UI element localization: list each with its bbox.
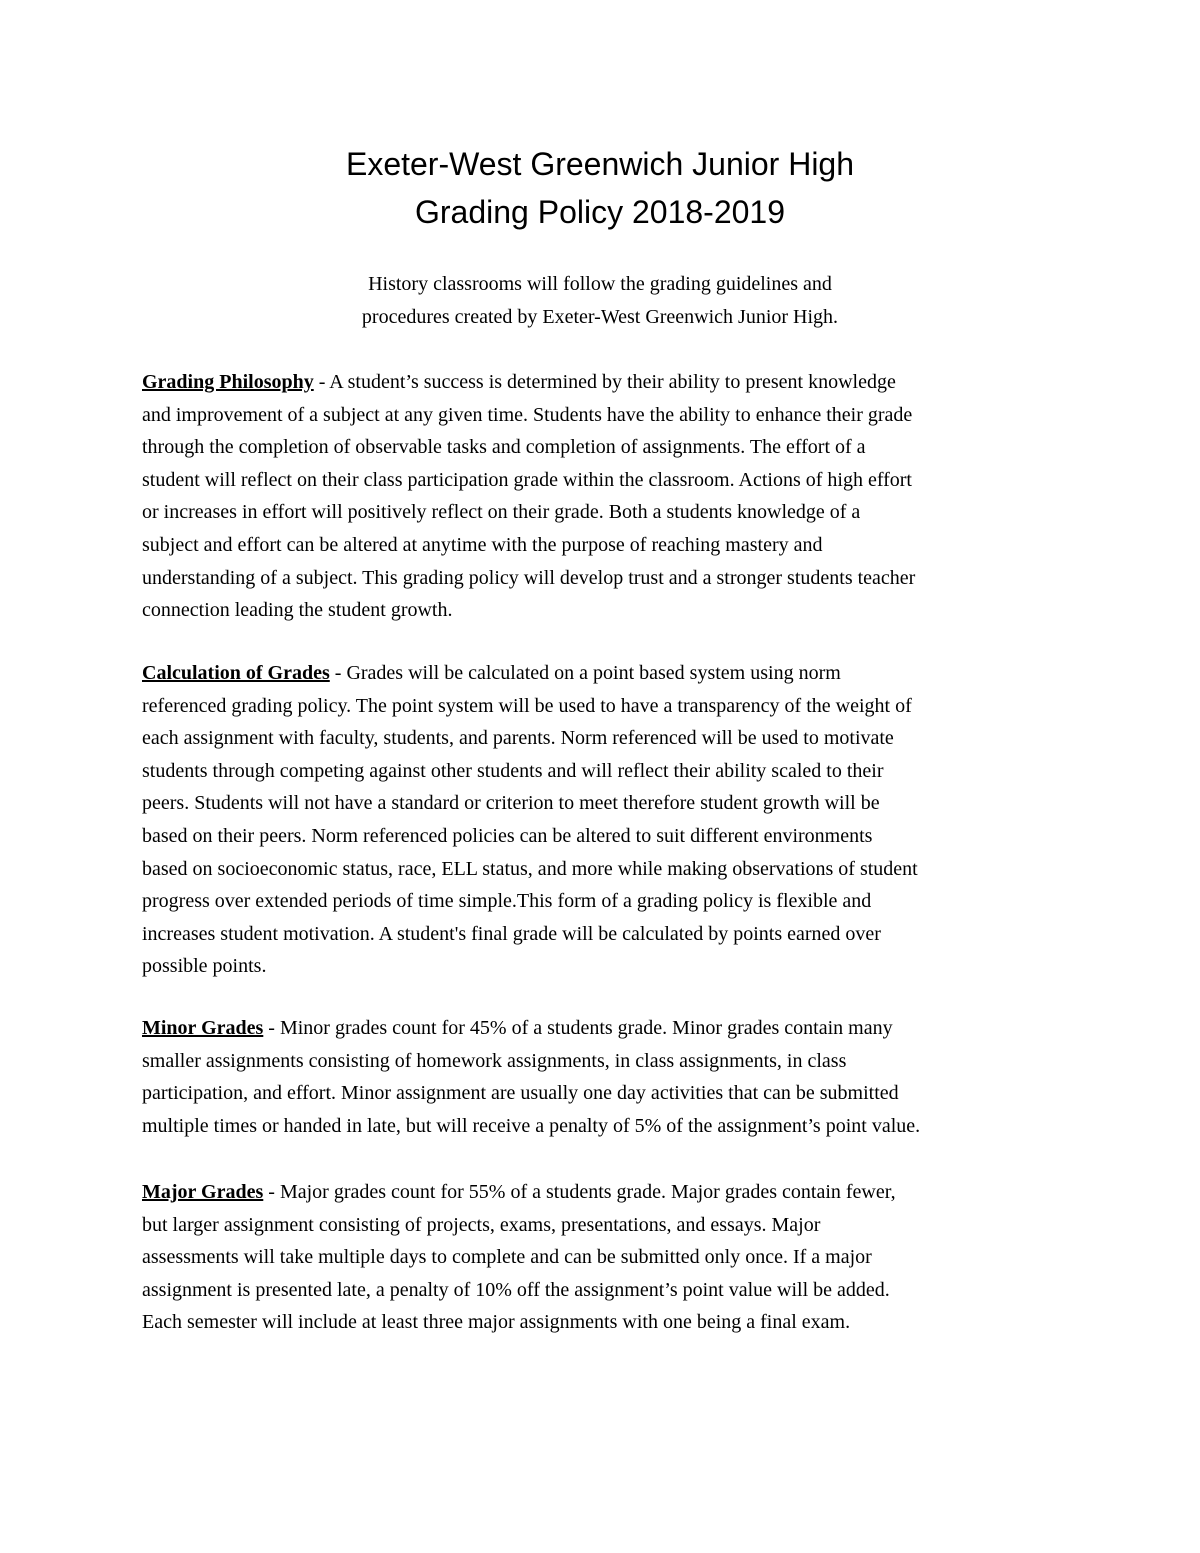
paragraph-line: subject and effort can be altered at anytime with the purpose of reaching mastery and [142, 533, 823, 556]
paragraph-line: Grades will be calculated on a point based system using norm [346, 662, 841, 684]
heading-separator: - [263, 1181, 280, 1203]
intro-paragraph [0, 268, 1200, 334]
paragraph-line: assessments will take multiple days to complete and can be submitted only once. If a major [142, 1246, 872, 1269]
paragraph-line: student will reflect on their class participation grade within the classroom. Actions of high effort [142, 468, 912, 491]
document-title [0, 140, 1200, 236]
paragraph-line: Minor grades count for 45% of a students grade. Minor grades contain many [279, 1017, 893, 1039]
heading-separator: - [263, 1017, 280, 1039]
paragraph-line: increases student motivation. A student's final grade will be calculated by points earned over [142, 922, 881, 945]
paragraph-line: progress over extended periods of time simple.This form of a grading policy is flexible and [142, 890, 872, 913]
policy-year-title: Grading Policy 2018-2019 [414, 194, 785, 230]
paragraph-line: referenced grading policy. The point system will be used to have a transparency of the weight of [142, 694, 912, 717]
paragraph-line: multiple times or handed in late, but will receive a penalty of 5% of the assignment’s point value. [142, 1114, 921, 1137]
paragraph-line: Major grades count for 55% of a students grade. Major grades contain fewer, [279, 1181, 896, 1203]
section-calculation-of-grades [142, 657, 1072, 983]
heading-separator: - [313, 371, 330, 393]
section-first-line [142, 366, 1072, 399]
paragraph-line: students through competing against other students and will reflect their ability scaled to their [142, 759, 884, 782]
section-minor-grades [142, 1012, 1072, 1142]
heading-separator: - [329, 662, 347, 684]
paragraph-line: or increases in effort will positively reflect on their grade. Both a students knowledge of a [142, 501, 861, 524]
paragraph-line: each assignment with faculty, students, and parents. Norm referenced will be used to motivate [142, 727, 894, 750]
section-major-grades [142, 1176, 1072, 1339]
section-heading: Calculation of Grades [142, 662, 330, 684]
paragraph-line: Each semester will include at least three major assignments with one being a final exam. [142, 1311, 851, 1334]
paragraph-line: A student’s success is determined by their ability to present knowledge [329, 371, 896, 393]
section-first-line [142, 657, 1072, 690]
section-first-line [142, 1176, 1072, 1209]
paragraph-line: based on socioeconomic status, race, ELL status, and more while making observations of student [142, 857, 918, 880]
paragraph-line: possible points. [142, 955, 267, 978]
section-heading: Minor Grades [142, 1017, 264, 1039]
paragraph-line: peers. Students will not have a standard or criterion to meet therefore student growth will be [142, 792, 880, 815]
section-heading: Grading Philosophy [142, 371, 314, 393]
intro-line: procedures created by Exeter-West Greenwich Junior High. [361, 306, 839, 328]
school-name-title: Exeter-West Greenwich Junior High [345, 146, 855, 182]
paragraph-line: understanding of a subject. This grading policy will develop trust and a stronger students teacher [142, 566, 916, 589]
paragraph-line: but larger assignment consisting of projects, exams, presentations, and essays. Major [142, 1213, 821, 1236]
intro-line: History classrooms will follow the grading guidelines and [368, 273, 832, 295]
paragraph-line: assignment is presented late, a penalty of 10% off the assignment’s point value will be added. [142, 1278, 890, 1301]
paragraph-line: through the completion of observable tasks and completion of assignments. The effort of a [142, 436, 866, 459]
paragraph-line: connection leading the student growth. [142, 599, 453, 622]
section-first-line [142, 1012, 1072, 1045]
paragraph-line: and improvement of a subject at any given time. Students have the ability to enhance their grade [142, 403, 913, 426]
paragraph-line: participation, and effort. Minor assignment are usually one day activities that can be submitted [142, 1082, 899, 1105]
paragraph-line: smaller assignments consisting of homework assignments, in class assignments, in class [142, 1049, 847, 1072]
section-heading: Major Grades [142, 1181, 264, 1203]
paragraph-line: based on their peers. Norm referenced policies can be altered to suit different environments [142, 824, 873, 847]
section-grading-philosophy [142, 366, 1072, 627]
